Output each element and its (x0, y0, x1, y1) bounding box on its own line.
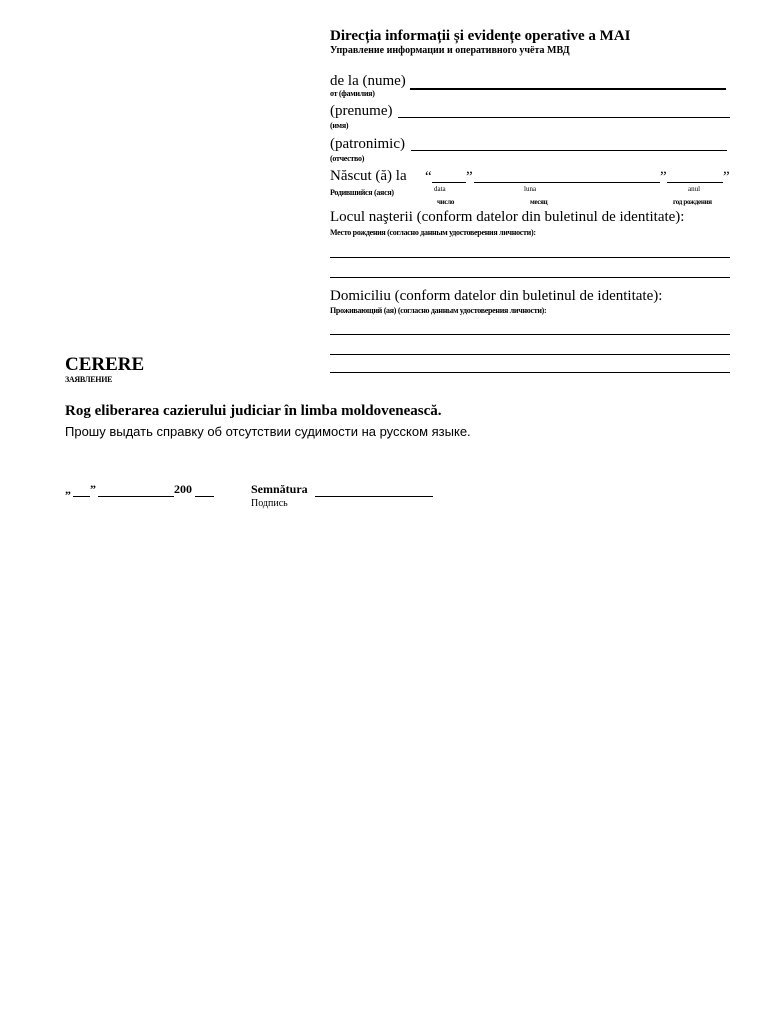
nascut-data-ru: число (437, 198, 455, 206)
field-locul-line-2[interactable] (330, 277, 730, 278)
request-title-ru: ЗАЯВЛЕНИЕ (65, 375, 113, 384)
field-nascut-month-line[interactable] (474, 182, 660, 183)
footer-day-line[interactable] (73, 496, 90, 497)
nascut-luna-ru: месяц (530, 198, 548, 206)
field-locul-sub: Место рождения (согласно данным удостоверения личности): (330, 228, 536, 237)
footer-date-quote: ” (90, 482, 96, 496)
header-title-ro: Direcția informații și evidențe operative a MAI (330, 28, 631, 44)
field-prenume-label: (prenume) (330, 103, 393, 119)
field-nume-label: de la (nume) (330, 73, 406, 89)
field-nascut-label: Născut (ă) la (330, 168, 407, 184)
field-nascut-mid-quote: ” (466, 169, 473, 185)
field-domiciliu-line-1[interactable] (330, 334, 730, 335)
field-domiciliu-sub: Проживающий (ая) (согласно данным удостоверения личности): (330, 306, 547, 315)
field-domiciliu-line-2[interactable] (330, 354, 730, 355)
field-patronimic-line[interactable] (411, 150, 727, 151)
request-text-ro: Rog eliberarea cazierului judiciar în limba moldovenească. (65, 403, 442, 419)
field-nascut-year-line[interactable] (667, 182, 723, 183)
field-nascut-open-quote: “ (425, 169, 432, 185)
request-title-ro: CERERE (65, 354, 145, 375)
field-prenume-sub: (имя) (330, 121, 349, 130)
field-nume-sub: от (фамилия) (330, 89, 375, 98)
footer-sign-line[interactable] (315, 496, 433, 497)
field-locul-label: Locul naşterii (conform datelor din buletinul de identitate): (330, 209, 685, 225)
field-nume-line[interactable] (410, 88, 726, 90)
field-nascut-close-quote: ” (660, 169, 667, 185)
footer-month-line[interactable] (98, 496, 174, 497)
field-patronimic-label: (patronimic) (330, 136, 405, 152)
field-patronimic-sub: (отчество) (330, 154, 365, 163)
nascut-anul-ro: anul (688, 185, 701, 193)
footer-date-prefix: „ (65, 482, 71, 496)
footer-sign-ro: Semnătura (251, 482, 308, 496)
nascut-luna-ro: luna (524, 185, 537, 193)
header-title-ru: Управление информации и оперативного учёта МВД (330, 45, 570, 56)
field-domiciliu-line-3[interactable] (330, 372, 730, 373)
footer-year: 200 (174, 482, 192, 496)
nascut-anul-ru: год рождения (673, 198, 712, 206)
field-nascut-year-quote: ” (723, 169, 730, 185)
field-prenume-line[interactable] (398, 117, 730, 118)
footer-sign-ru: Подпись (251, 498, 288, 509)
field-nascut-sub: Родившийся (аяся) (330, 188, 394, 197)
field-locul-line-1[interactable] (330, 257, 730, 258)
footer-year-line[interactable] (195, 496, 214, 497)
nascut-data-ro: data (434, 185, 446, 193)
field-domiciliu-label: Domiciliu (conform datelor din buletinul de identitate): (330, 288, 663, 304)
field-nascut-day-line[interactable] (432, 182, 466, 183)
request-text-ru: Прошу выдать справку об отсутствии судимости на русском языке. (65, 424, 471, 439)
